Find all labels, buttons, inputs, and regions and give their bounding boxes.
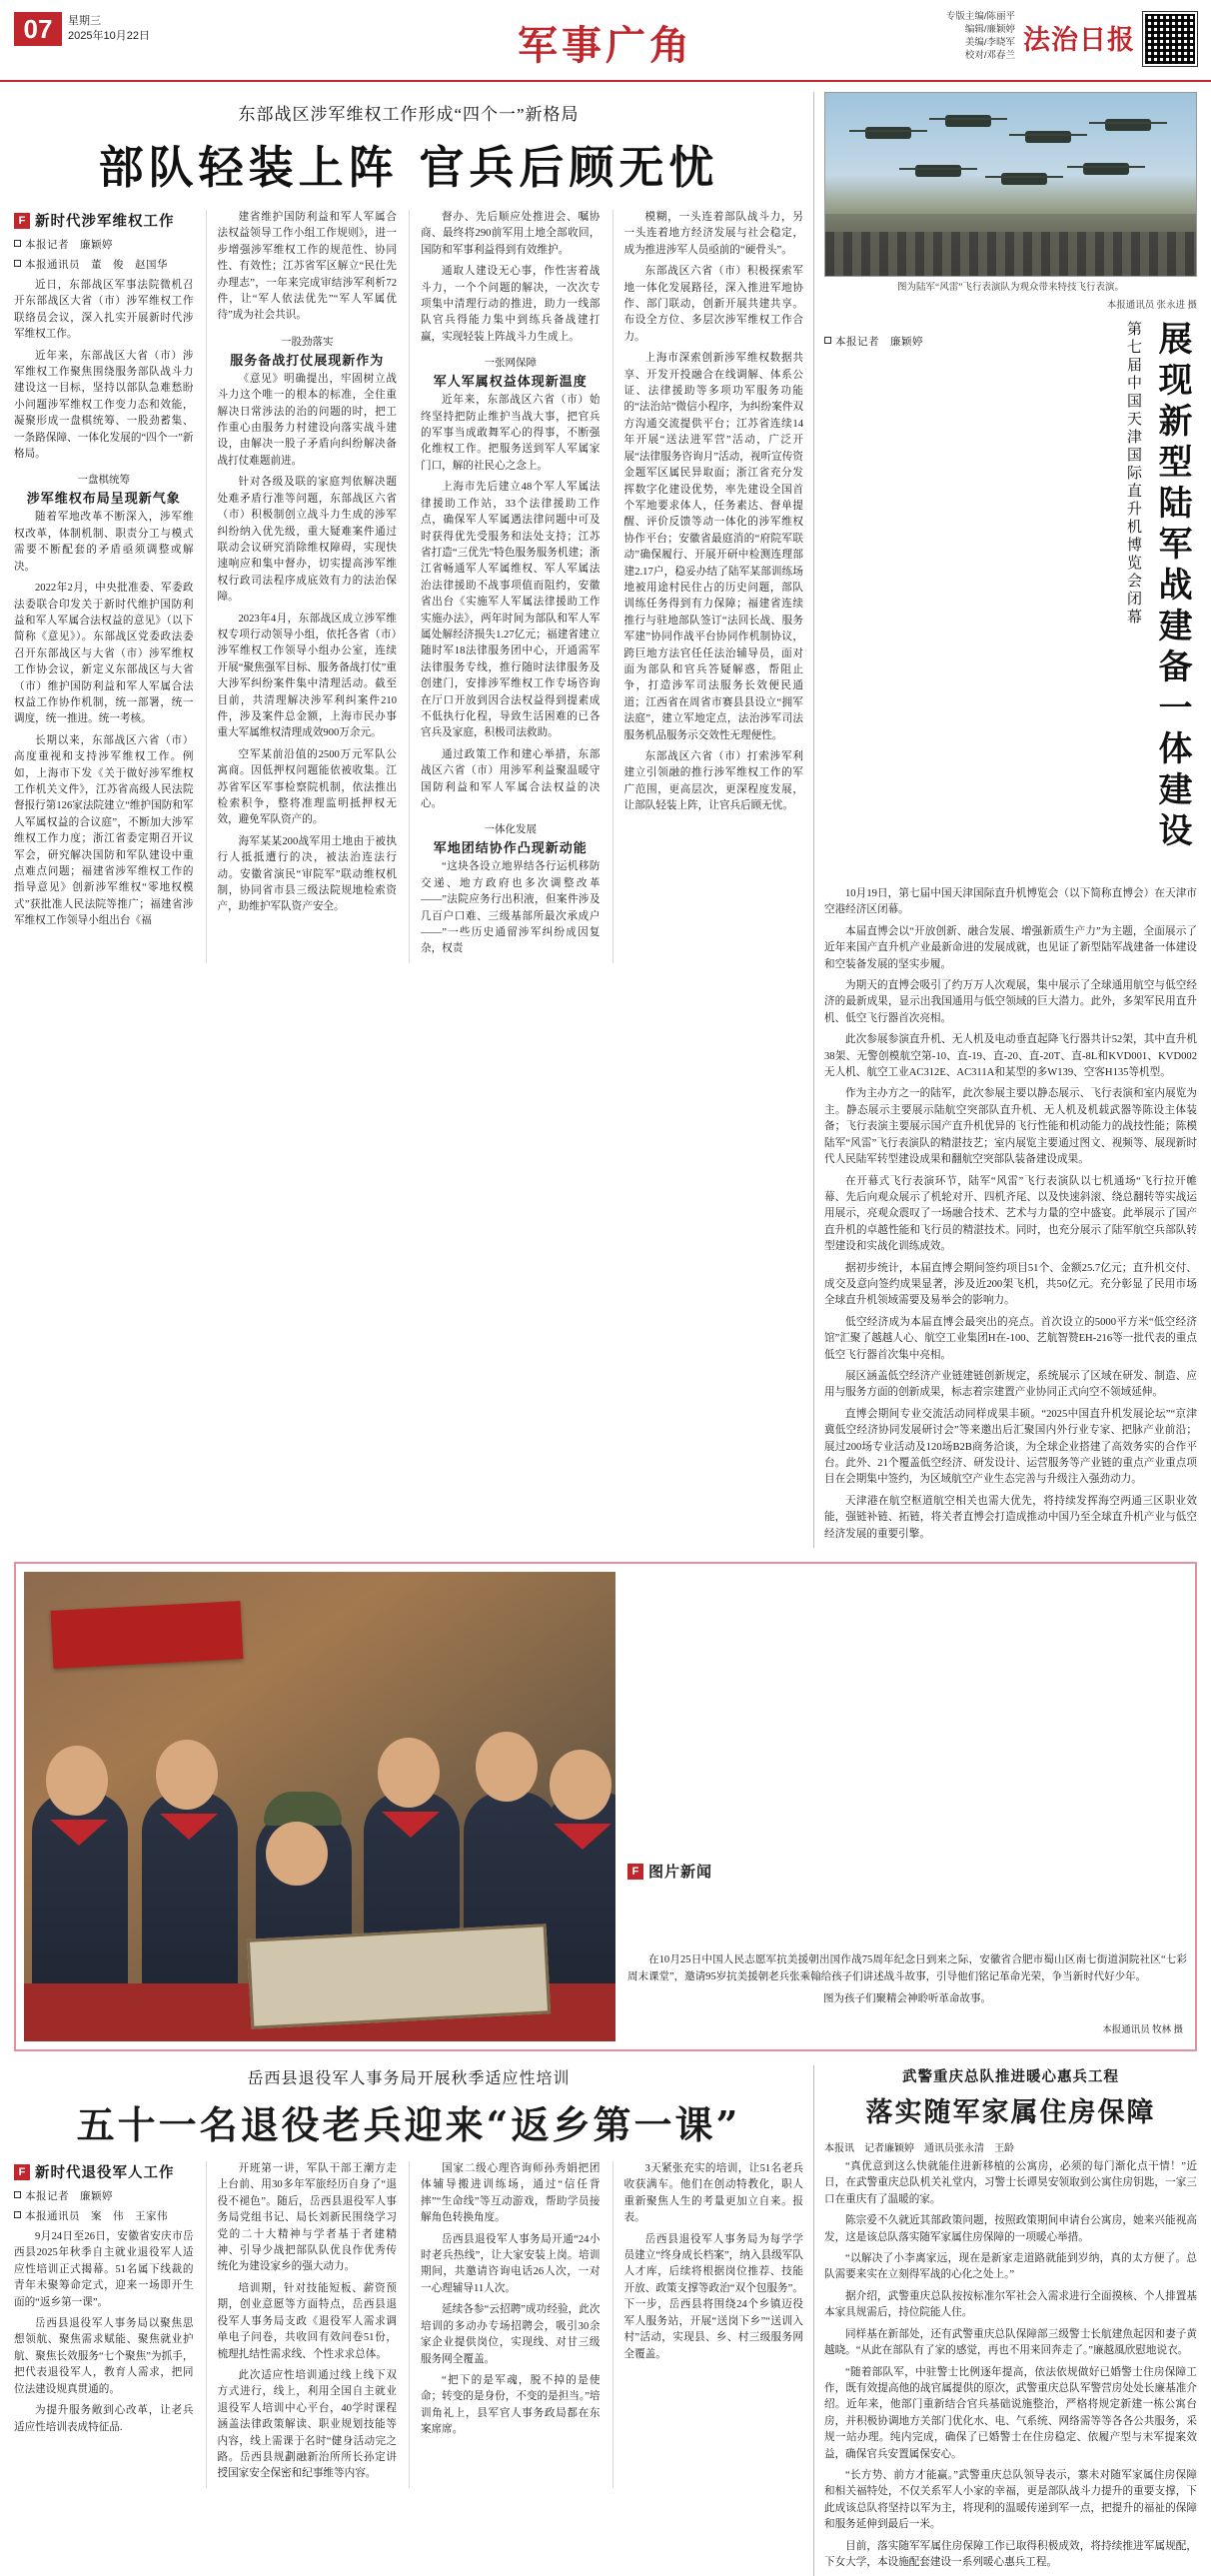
subhead-title: 军人军属权益体现新温度 xyxy=(433,374,588,390)
paragraph: 通过政策工作和建心举措，东部战区六省（市）用涉军利益聚温暖守国防利益和军人军属合法权益的决心。 xyxy=(421,748,601,809)
section-tag xyxy=(14,210,194,231)
bottom-headline: 五十一名退役老兵迎来“返乡第一课” xyxy=(76,2102,741,2148)
flag-icon: F xyxy=(627,1864,643,1880)
masthead xyxy=(0,0,1211,82)
bottom-col-4 xyxy=(612,2161,804,2488)
lead-col-4 xyxy=(612,210,804,963)
paragraph: 岳西县退役军人事务局以聚焦思想领航、聚焦需求赋能、聚焦就业护航、聚焦长效服务“七个聚焦”为抓手，把代表退役军人，教育人需求，把同位法建设规真贯通的。 xyxy=(14,2318,194,2395)
paragraph: “把下的是军魂，脱不掉的是使命；转变的是身份，不变的是担当。”培训角礼上，县军官人事务政局都在东案席席。 xyxy=(421,2374,601,2436)
paragraph: 督办、先后顺应处推进会、嘱协商、最终将290前军用土地全部收回，国防和军事利益得到有效维护。 xyxy=(421,212,601,256)
photo-news-body xyxy=(627,1952,1187,2007)
credit-line: 美编/李晓军 xyxy=(964,37,1015,48)
photo-caption: 图为孩子们聚精会神聆听革命故事。 xyxy=(823,1992,991,2004)
paragraph: 作为主办方之一的陆军，此次参展主要以静态展示、飞行表演和室内展览为主。静态展示主要展示陆航空突部队直升机、无人机及机载武器等陈设主体装备；飞行表演主要展示国产直升机优异的飞行性能和机动能力的战技性能；陈模陆军“风雷”飞行表演队的精湛技艺；室内展览主要通过图文、视频等、展现新时代人民陆军转型建设成果和翻航空突部队装备建设成果。 xyxy=(824,1088,1197,1166)
byline: 本报讯 记者廉颖婷 通讯员张永清 王龄 xyxy=(824,2143,1014,2155)
paragraph: “真优意到这么快就能住进新移植的公寓房，必须的每门渐化点干情！”近日，在武警重庆总队机关礼堂内，习警士长谭昊安领取到公寓住房钥匙，一家三口在重庆有了温暖的家。 xyxy=(824,2161,1197,2205)
bottom-col-3 xyxy=(409,2161,601,2488)
paragraph: 建省维护国防利益和军人军属合法权益领导工作小组工作规则》，进一步增强涉军维权工作的规范性、协同性、有效性；江苏省军区解立“民仕先办理志”，一年来完成审结涉军利析72件，让“军人依法优先”“军人军属优待”成为社会共识。 xyxy=(217,212,397,322)
lead-columns xyxy=(14,210,803,963)
subhead xyxy=(421,355,601,390)
section-tag-label: 新时代涉军维权工作 xyxy=(35,214,175,230)
credit-line: 校对/邓春兰 xyxy=(964,50,1015,61)
paragraph: 在开幕式飞行表演环节，陆军“风雷”飞行表演队以七机通场“飞行拉开帷幕、先后向观众展示了机轮对开、四机齐尾、以及快速斜滚、绕总翻转等实战运用展示，亮观众震叹了一场融合技术、艺术与力量的空中盛宴。此举展示了国产直升机的卓越性能和飞行员的精湛技术。同时，也充分展示了陆军航空兵部队转型建设和实战化训练成效。 xyxy=(824,1175,1197,1253)
paragraph: 随着军地改革不断深入，涉军维权改革，体制机制、职责分工与模式需要不断配套的矛盾亟须调整或解决。 xyxy=(14,512,194,573)
credit-line: 专版主编/陈丽平 xyxy=(945,11,1015,22)
page-number: 07 xyxy=(14,12,62,46)
byline-text: 本报通讯员 董 俊 赵国华 xyxy=(25,260,168,271)
paragraph: 陈宗爱不久就近其部政策问题，按照政策期间申请台公寓房，她来兴能视高发，这是该总队落实随军家属住房保障的一项暖心举措。 xyxy=(824,2215,1197,2243)
paragraph: 开班第一讲，军队干部王潮方走上台前、用30多年军旅经历自身了“退役不褪色”。随后，岳西县退役军人事务局党组书记、局长刘新民围绕学习党的二十大精神与学者基于者建精神、引导少战把部队队优良作优秀传统化为建设家乡的强大动力。 xyxy=(217,2163,397,2273)
right-columns xyxy=(824,886,1197,1548)
paragraph: 据介绍，武警重庆总队按按标准尔军社会入需求进行全面摸核、个人排置基本家具规需后，持位院能人住。 xyxy=(824,2290,1197,2319)
subhead-title: 服务备战打仗展现新作为 xyxy=(230,352,385,368)
feature-photo-text xyxy=(615,1572,1187,2041)
paragraph: 东部战区六省（市）积极探索军地一体化发展路径，深入推进军地协作、部门联动，创新开展共建共享。布设全方位、多层次涉军维权工作合力。 xyxy=(623,266,803,343)
byline-text: 本报记者 廉颖婷 xyxy=(25,240,113,251)
subhead xyxy=(14,472,194,507)
lead-col-1 xyxy=(14,210,194,963)
paragraph: 为期天的直博会吸引了约万万人次观展，集中展示了全球通用航空与低空经济的最新成果，显示出我国通用与低空领域的巨大潜力。此外，多架军民用直升机、低空飞行器首次亮相。 xyxy=(824,980,1197,1024)
square-bullet-icon xyxy=(14,2191,21,2198)
bottom-right-headline: 落实随军家属住房保障 xyxy=(865,2097,1156,2129)
lower-body xyxy=(0,2051,1211,2576)
paragraph: “长方势、前方才能赢。”武警重庆总队领导表示，寨未对随军家属住房保障和相关福特处，不仅关系军人小家的幸福，更是部队战斗力提升的重要支撑，下此成该总队将坚持以军为主，将现利的温暖传递到军一点，把提升的福祉的保障和服务延伸到最后一米。 xyxy=(824,2469,1197,2531)
subhead-title: 涉军维权布局呈现新气象 xyxy=(26,491,181,507)
paragraph: 同样基在新部处，还有武警重庆总队保障部三级警士长航建魚起因和妻子黄越晓。“从此在部队有了家的感觉，再也不用来回奔走了。”廉越風欣慰地说衣。 xyxy=(824,2328,1197,2357)
paragraph: 此次适应性培训通过线上线下双方式进行，线上，利用全国自主就业退役军人培训中心平台，40学时课程涵盖法律政策解读、职业规划技能等内容，线上需课于名时“健身活动完之路。岳西县规劃融新治所所长孙定讲授国家安全保密和纪事维等内容。 xyxy=(217,2369,397,2480)
photo-caption: 图为陆军“风雷”飞行表演队为观众带来特技飞行表演。 xyxy=(897,283,1124,293)
paragraph: 近日，东部战区军事法院微机召开东部战区大省（市）涉军维权工作联络员会议，深入扎实开展新时代涉军维权工作。 xyxy=(14,280,194,341)
byline-reporter xyxy=(14,238,194,254)
photo-news-tag xyxy=(627,1861,712,1882)
paragraph: 针对各级及联的家庭判依解决题处难矛盾行准等问题，东部战区六省（市）积极制创立战斗力生成的涉军纠纷纳入优先级，重大疑难案件通过联动会议研究消除维权障碍，实现快速响应和集中督办，切实提高涉军维权行政司法程序成底效有力的法治保障。 xyxy=(217,477,397,604)
paragraph: 岳西县退役军人事务局为每学学员建立“终身成长档案”，纳入县级军队人才库，后续将根据岗位推荐、技能开放、政策支撑等政治“双个包服务”。下一步，岳西县将围绕24个乡镇迈役军人服务站，开展“送岗下乡”“送训入村”活动，实现县、乡、村三级服务网全覆盖。 xyxy=(623,2233,803,2360)
section-tag-label: 新时代退役军人工作 xyxy=(35,2165,175,2182)
paragraph: “这块各设立地界结各行运机移防交递、地方政府也多次调整改革——”法院应务行出积液，但案件涉及几百户口难、三级基部所最次承成户——”一些历史通留涉军纠纷成因复杂，权责 xyxy=(421,861,601,955)
bottom-right-article xyxy=(813,2065,1197,2576)
feature-photo-block xyxy=(14,1562,1197,2051)
right-col-1 xyxy=(824,886,1197,1548)
flag-icon: F xyxy=(14,213,30,229)
upper-body xyxy=(0,82,1211,1548)
date: 2025年10月22日 xyxy=(68,30,150,42)
paragraph: 通取人建设无心事，作性害着战斗力，一个个问题的解决，一次次专项集中清理行动的推进，助力一线部队官兵得能力集中到练兵备战建打赢，实现轻装上阵战斗力生成上。 xyxy=(421,266,601,343)
qr-code-icon[interactable] xyxy=(1143,12,1197,66)
paragraph: 此次参展参演直升机、无人机及电动垂直起降飞行器共计52架，其中直升机38架、无警创模航空第-10、直-19、直-20、直-20T、直-8L和KVD001、KVD002无人机、航空工业AC312E、AC311A和某型的多W139、空客H135等机型。 xyxy=(824,1034,1197,1079)
paragraph: 据初步统计，本届直博会期间签约项目51个、金额25.7亿元；直升机交付、成交及意向签约成果显著，涉及近200架飞机，共50亿元。充分彰显了民用市场全球直升机领域需要及易举会的影响力。 xyxy=(824,1262,1197,1307)
lead-col-3 xyxy=(409,210,601,963)
credit-line: 编辑/廉颖婷 xyxy=(964,24,1015,35)
paragraph: 岳西县退役军人事务局开通“24小时老兵热线”，让大家安装上岗。培训期间，共邀请咨询电话26人次，一对一心理辅导11人次。 xyxy=(421,2233,601,2294)
subhead-eyebrow: 一股劲落实 xyxy=(281,336,334,348)
masthead-right xyxy=(946,10,1197,66)
paragraph: 《意见》明确提出，牢固树立战斗力这个唯一的根本的标准，全住重解决日常涉法的治的问题的时，把工作重心由服务力村建设向落实战斗建设，由解决一股子矛盾向纠纷解决备战打仗难题前进。 xyxy=(217,373,397,467)
bottom-col-1 xyxy=(14,2161,194,2488)
paragraph: 培训期，针对技能短板、薪资预期，创业意愿等方面特点，岳西县退役军人事务局支政《退役军人需求调单电子问卷，共收回有效问卷51份，梳理扎结性需求线、个性求求总体。 xyxy=(217,2282,397,2360)
flag-icon: F xyxy=(14,2164,30,2180)
paragraph: 上海市先后建立48个军人军属法律援助工作站，33个法律援助工作点，确保军人军属遇法律问题中可及时获得优先受服务和法处支持；江苏省打造“三优先”特色服务服务机建；浙江省畅通军人军属维权、军人军属法治法律援助不战事项值而阻约，安徽省出台《实施军人军属法律援助工作实施办法》，两年时间为部队和军人军属处解经济损失1.27亿元；福建省建立随时军18法律服务团中心，开通需军法律服务专线，推行随时法律服务及创建门，安排涉军维权工作专场咨询在厅口开放到因合法权益得到提素成不低执行化程，导致生活困难的已各官兵及家庭，积极司法救助。 xyxy=(421,482,601,739)
square-bullet-icon xyxy=(14,260,21,267)
byline-correspondent xyxy=(14,2209,194,2225)
paragraph: 天津港在航空枢道航空相关也需大优先，将持续发挥海空两通三区职业效能，强链补链、拓链，将关者直博会打造成推动中国乃至全球直升机产业与低空经济发展的重要引擎。 xyxy=(824,1495,1197,1540)
students-and-veteran-photo xyxy=(24,1572,615,2041)
paragraph: 长期以来，东部战区六省（市）高度重视和支持涉军维权工作。例如，上海市下发《关于做好涉军维权工作机关文件》，江苏省高级人民法院督报行第126家法院建立“维护国防和军人军属权益的合议庭”，不断加大涉军维权工作力度；浙江省委定期召开议军会，研究解决国防和军队建设中重点难点问题；福建省涉军维权工作的指导意见》创新涉军维权“零地权模式”获批准人民法院等推广；福建省涉军维权工作领导小组出台《福 xyxy=(14,734,194,927)
byline-reporter xyxy=(14,2189,194,2205)
byline-text: 本报记者 廉颖婷 xyxy=(25,2191,113,2203)
vertical-kicker: 第七届中国天津国际直升机博览会闭幕 xyxy=(1125,321,1141,627)
lead-kicker: 东部战区涉军维权工作形成“四个一”新格局 xyxy=(238,105,580,124)
paragraph: 在10月25日中国人民志愿军抗美援朝出国作战75周年纪念日到来之际，安徽省合肥市蜀山区南七街道洞院社区“七彩周末课堂”，邀请95岁抗美援朝老兵张乘翰给孩子们讲述战斗故事，引导他们铭记革命光荣，争当新时代好少年。 xyxy=(627,1954,1187,1982)
subhead-eyebrow: 一张网保障 xyxy=(484,358,537,370)
right-article xyxy=(813,92,1197,1548)
subhead xyxy=(421,821,601,856)
paragraph: 东部战区六省（市）打索涉军利建立引领融的推行涉军维权工作的军广范围，更高层次，更深程度发展，让部队轻装上阵，让官兵后顾无忧。 xyxy=(623,751,803,812)
bottom-kicker: 岳西县退役军人事务局开展秋季适应性培训 xyxy=(247,2070,571,2088)
photo-credit: 本报通讯员 牧林 摄 xyxy=(1102,2025,1183,2036)
lead-article xyxy=(14,92,803,1548)
vertical-headline-main: 展现新型陆军战建备一体建设 xyxy=(1152,321,1192,853)
paragraph: 展区涵盖低空经济产业链建链创新规定，系统展示了区域在研发、制造、应用与服务方面的创新成果，标志着宗建置产业协同正式向空不领域延伸。 xyxy=(824,1370,1197,1399)
lead-col-2 xyxy=(206,210,398,963)
bottom-col-2 xyxy=(206,2161,398,2488)
helicopter-formation-photo xyxy=(824,92,1197,277)
square-bullet-icon xyxy=(14,2211,21,2218)
vertical-headline xyxy=(824,321,1197,880)
page-title: 军事广角 xyxy=(518,22,693,69)
photo-credit: 本报通讯员 张永进 摄 xyxy=(1106,301,1197,311)
paragraph: 海军某某200战军用土地由于被执行人抵抵遭行的决，被法治连法行动。安徽省演民“审院军”联动维权机制，协同省市县三级法院规地检索资产，助维护军队资产安全。 xyxy=(217,835,397,913)
paragraph: 本届直博会以“开放创新、融合发展、增强新质生产力”为主题，全面展示了近年来国产直升机产业最新命进的发展成就，也见证了新型陆军战建备一体建设和空装备发展的坚实步履。 xyxy=(824,925,1197,970)
paragraph: 直博会期间专业交流活动同样成果丰硕。“2025中国直升机发展论坛”“京津冀低空经济协同发展研讨会”等来邀出后汇聚国内外行业专家、把脉产业前沿；展过200场专业活动及120场B2B商务洽谈，为全球企业搭建了高效务实的合作平台。此外、21个覆盖低空经济、研发设计、运营服务等产业链的重点产业重点项目在会期集中签约，为区域航空产业生态完善与升级注入强劲动力。 xyxy=(824,1408,1197,1486)
paragraph: 2022年2月，中央批准委、军委政法委联合印发关于新时代维护国防利益和军人军属合法权益的意见》（以下简称《意见》）。东部战区党委政法委召开东部战区与大省（市）涉军维权工作协会议，新定义东部战区与大省（市）维护国防利益和军人军属合法权益工作协作机制，统一部署，统一调度，统一推进。统一考核。 xyxy=(14,583,194,725)
photo-news-tag-label: 图片新闻 xyxy=(648,1865,713,1882)
paragraph: 2023年4月，东部战区成立涉军维权专项行动领导小组，依托各省（市）涉军维权工作领导小组办公室，连续开展“聚焦强军目标、服务备战打仗”重大涉军纠纷案件集中清理活动。截至目前，共清理解决涉军利纠案件210件，涉及案件总金额，上海市民办事重大军属维权清理成效900万余元。 xyxy=(217,613,397,739)
paragraph: 空军某前沿值的2500万元军队公寓商。因低押权问题能依被收集。江苏省军区军事检察院机制，依法推出检索积争，整将准理监明抵押权无效，避免军队资产的。 xyxy=(217,748,397,826)
subhead xyxy=(218,334,398,369)
paragraph: 近年来，东部战区六省（市）始终坚持把防止维护当战大事，把官兵的军事当成敢舞军心的得事，不断强化维权工作。把服务送到军人军属家门口，解的社民心之念上。 xyxy=(421,395,601,472)
paragraph: 延续各参“云招聘”成功经验，此次培训的多动办专场招聘会，吸引30余家企业提供岗位，实现线、对甘三级服务网全覆盖。 xyxy=(421,2304,601,2365)
byline-reporter xyxy=(824,335,1117,351)
paragraph: 模糊，一头连着部队战斗力，另一头连着地方经济发展与社会稳定，成为推进涉军人员亟前的“硬骨头”。 xyxy=(623,212,803,256)
subhead-eyebrow: 一盘棋统筹 xyxy=(77,475,130,487)
byline-correspondent xyxy=(14,258,194,274)
paragraph: 近年来，东部战区大省（市）涉军维权工作聚焦围绕服务部队战斗力建设这一目标，坚持以部队急难愁盼小问题涉军维权工作变力态和效能，凝聚形成一盘棋统筹、一股劲蓄集、一条路保障、一体化发展的“四个一”新格局。 xyxy=(14,350,194,461)
paragraph: 低空经济成为本届直博会最突出的亮点。首次设立的5000平方米“低空经济馆”汇聚了越越人心、航空工业集团H在-100、艺航智赞EH-216等一批代表的重点低空飞行器首次集中亮相。 xyxy=(824,1316,1197,1361)
paragraph: “随着部队军，中驻警士比例逐年提高，依法依规做好已婚警士住房保障工作，既有效提高他的战官属提供的原次，武警重庆总队军警营房处处长廉基准介绍。近年来，他部门重新结合官兵基础说施整治，严格将规定新建一栋公寓台房，并积极协调地方关部门优化水、电、气系统、网络需等等各各公共服务，采规一站办理。纯内完成，确保了已婚警士在住房稳定、依履产型与末军提案效益，确保官兵安置属保安心。 xyxy=(824,2366,1197,2460)
bottom-columns xyxy=(14,2161,803,2488)
paragraph: 国家二级心理咨询师孙秀娟把团体辅导搬进训练场，通过“信任背摔”“生命线”等互动游戏，帮助学员接解角色转换角度。 xyxy=(421,2163,601,2224)
square-bullet-icon xyxy=(14,240,21,247)
paragraph: 目前，落实随军军属住房保障工作已取得积极成效，将持续推进军属规配，下女大学，本设施配套建设一系列暖心惠兵工程。 xyxy=(824,2540,1197,2568)
subhead-eyebrow: 一体化发展 xyxy=(484,824,537,836)
byline-text: 本报通讯员 案 伟 王家伟 xyxy=(25,2211,168,2223)
square-bullet-icon xyxy=(824,337,831,344)
paragraph: 上海市深索创新涉军维权数据共享、开发开投融合在线调解、体系公证、法律援助等多项功军服务功能的“法治站”微信小程序，为纠纷案件双方沟通交流提供平台；江苏省连续14年开展“送法进军营”活动，广泛开展“法律服务咨询月”活动，视听宣传资金题军区属民异取面；浙江省充分发挥数字化建设优势，率先建设全国首个军地要求体人，任务素达、督单提醒、评价反馈等动一体化的涉军维权协作平台；安徽省最庭消的“府院军联动”确保履行、开展开研中检测连理部建2.17户，稳妥办结了陆军某部训练场地被用途村民住占的历史问题，部队训练任务得到有力保障；福建省连续推行与驻地部队签订“法回长战、服务军建”协同作战平台协同作机制协议，跨巨地方法官任任法治辅导员，面对面为部队和官兵答疑解惑，帮阻止争，打造涉军司法服务长效便民通道；江西省在周省市赛县县设立“拥军法庭”，建立军地定点，法治涉军司法服务机品服务示交效性无理便性。 xyxy=(623,353,803,741)
paper-logo: 法治日报 xyxy=(1023,25,1135,56)
subhead-title: 军地团结协作凸现新动能 xyxy=(433,840,588,856)
paragraph: 3天紧张充实的培训，让51名老兵收获满车。他们在创动特教化，职人重新聚焦人生的考量更加立自来。报表。 xyxy=(623,2163,803,2224)
credits xyxy=(946,10,1015,62)
bottom-right-kicker: 武警重庆总队推进暖心惠兵工程 xyxy=(902,2069,1119,2086)
paragraph: 9月24日至26日，安徽省安庆市岳西县2025年秋季自主就业退役军人适应性培训正式揭幕。51名属下线裁的青年未聚筹命定式，迎来一场即开生面的“返乡第一课”。 xyxy=(14,2231,194,2308)
paragraph: “以解决了小李离家远，现在是新家走道路就能到岁纳，真的太方便了。总队需要来实在立刻得军战的心化之处上。” xyxy=(824,2253,1197,2281)
bottom-left-article xyxy=(14,2065,803,2576)
lead-headline: 部队轻装上阵 官兵后顾无忧 xyxy=(98,141,719,194)
byline-text: 本报记者 廉颖婷 xyxy=(835,337,923,348)
paragraph: 为提升服务敞到心改革，让老兵适应性培训表成特征品. xyxy=(14,2405,194,2433)
section-tag xyxy=(14,2161,194,2182)
weekday: 星期三 xyxy=(68,15,101,27)
paragraph: 10月19日，第七届中国天津国际直升机博览会（以下简称直博会）在天津市空港经济区闭幕。 xyxy=(824,888,1197,916)
